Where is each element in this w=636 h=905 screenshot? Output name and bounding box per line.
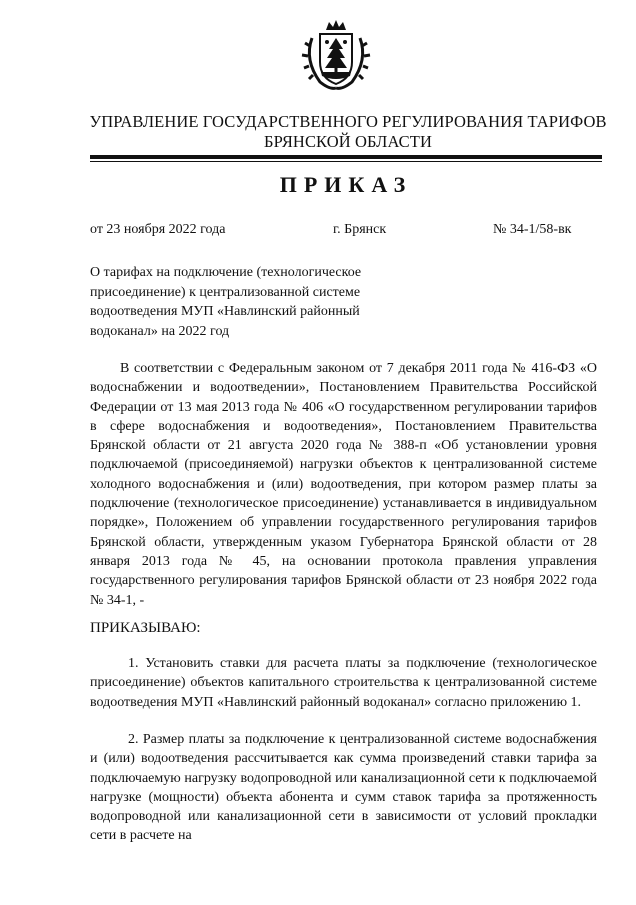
document-city: г. Брянск [333, 222, 387, 237]
document-title: ПРИКАЗ [279, 172, 413, 197]
org-name-line1: УПРАВЛЕНИЕ ГОСУДАРСТВЕННОГО РЕГУЛИРОВАНИЯ ТАРИФОВ [89, 112, 607, 131]
order-item-2: 2. Размер платы за подключение к централизованной системе водоснабжения и (или) водоотведения рассчитывается как сумма произведений ставки тарифа за подключаемую нагрузку водопроводной или канализационной сети к подключаемой нагрузке (мощности) объекта абонента и сумм ставок тарифа за протяженность водопроводной или канализационной сети в зависимости от условий прокладки сети в расчете на [90, 732, 597, 844]
preamble-paragraph: В соответствии с Федеральным законом от 7 декабря 2011 года № 416-ФЗ «О водоснабжении и водоотведении», Постановлением Правительства Российской Федерации от 13 мая 2013 года № 406 «О государственном регулировании тарифов в сфере водоснабжения и водоотведения», Постановлением Правительства Брянской области от 21 августа 2020 года № 388-п «Об установлении уровня подключаемой (присоединяемой) нагрузки объектов к централизованной системе холодного водоснабжения и (или) водоотведения, при котором размер платы за подключение (технологическое присоединение) устанавливается в индивидуальном порядке», Положением об управлении государственного регулирования тарифов Брянской области, утвержденным указом Губернатора Брянской области от 28 января 2013 года № 45, на основании протокола правления управления государственного регулирования тарифов Брянской области от 23 ноября 2022 года № 34-1, - [90, 361, 597, 608]
header-rule-thick [90, 155, 602, 159]
document-date: от 23 ноября 2022 года [90, 222, 226, 237]
order-item-1: 1. Установить ставки для расчета платы за подключение (технологическое присоединение) объектов капитального строительства к централизованной системе водоотведения МУП «Навлинский районный водоканал» согласно приложению 1. [90, 656, 597, 710]
document-subject: О тарифах на подключение (технологическое присоединение) к централизованной системе водоотведения МУП «Навлинский районный водоканал» на 2022 год [90, 265, 362, 339]
bryansk-coat-of-arms-icon [296, 16, 376, 96]
order-word: ПРИКАЗЫВАЮ: [90, 620, 201, 636]
document-number: № 34-1/58-вк [493, 222, 572, 237]
org-name-line2: БРЯНСКОЙ ОБЛАСТИ [264, 132, 432, 151]
header-rule-thin [90, 161, 602, 162]
